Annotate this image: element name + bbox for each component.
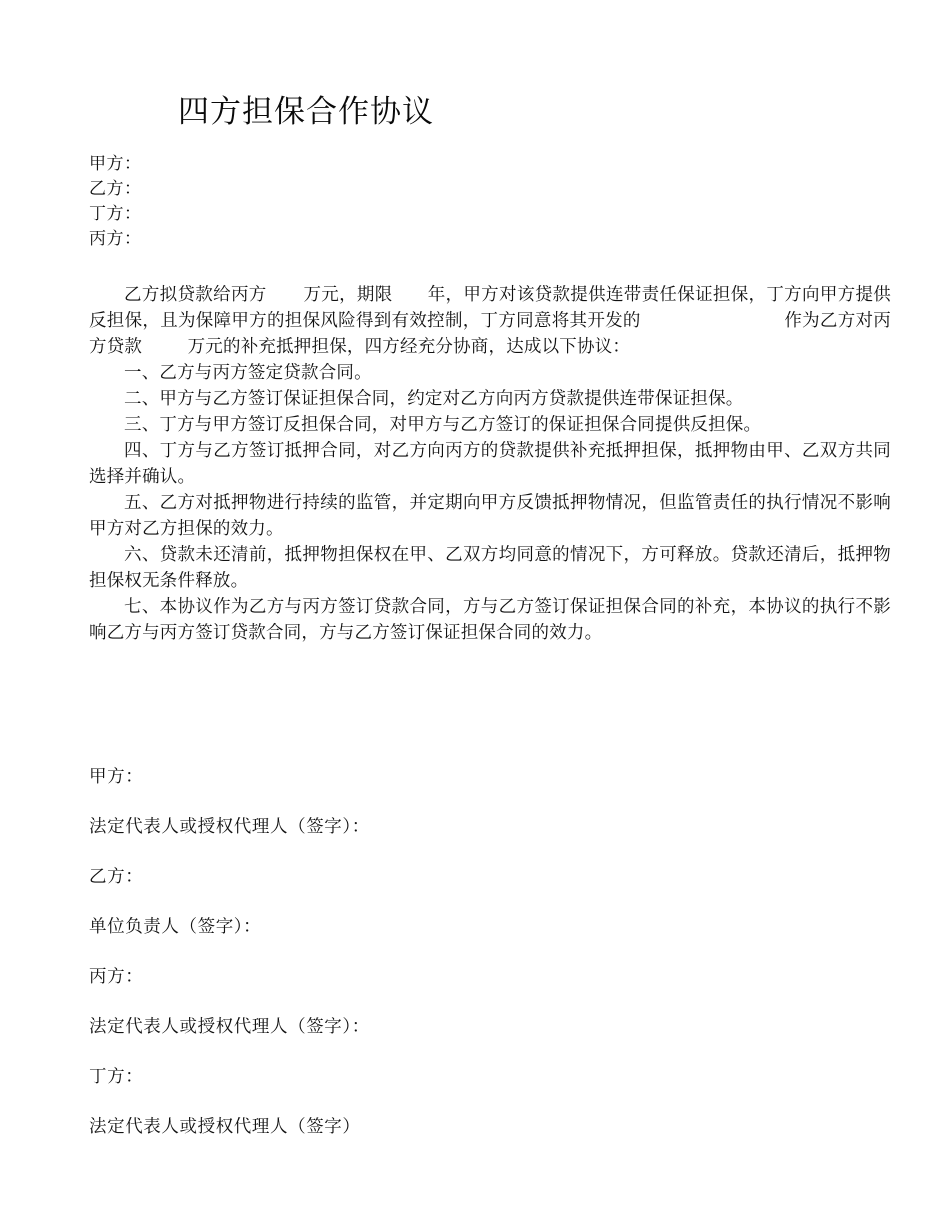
preamble-segment-5: 万元的补充抵押担保，四方经充分协商，达成以下协议： <box>187 337 631 357</box>
page-title: 四方担保合作协议 <box>178 94 434 130</box>
signature-bingfang-representative: 法定代表人或授权代理人（签字）： <box>89 1017 370 1037</box>
clause-7: 七、本协议作为乙方与丙方签订贷款合同，方与乙方签订保证担保合同的补充，本协议的执行不影响乙方与丙方签订贷款合同，方与乙方签订保证担保合同的效力。 <box>89 597 891 643</box>
preamble-segment-2: 万元，期限 <box>303 285 393 305</box>
party-header-jiafang: 甲方： <box>89 154 142 174</box>
signature-yifang-label: 乙方： <box>89 867 144 887</box>
signature-bingfang-label: 丙方： <box>89 967 144 987</box>
clause-5: 五、乙方对抵押物进行持续的监管，并定期向甲方反馈抵押物情况，但监管责任的执行情况不影响甲方对乙方担保的效力。 <box>89 493 891 539</box>
party-header-yifang: 乙方： <box>89 179 142 199</box>
preamble-segment-1: 乙方拟贷款给丙方 <box>124 285 267 305</box>
party-header-bingfang: 丙方： <box>89 229 142 249</box>
signature-jiafang-representative: 法定代表人或授权代理人（签字）： <box>89 817 370 837</box>
party-header-dingfang: 丁方： <box>89 204 142 224</box>
document-body <box>89 282 891 646</box>
party-header-list <box>89 152 389 252</box>
clause-1: 一、乙方与丙方签定贷款合同。 <box>124 363 372 383</box>
preamble-paragraph <box>89 282 891 360</box>
signature-block <box>89 752 729 1152</box>
signature-jiafang-label: 甲方： <box>89 767 144 787</box>
clause-2: 二、甲方与乙方签订保证担保合同，约定对乙方向丙方贷款提供连带保证担保。 <box>124 389 744 409</box>
clause-3: 三、丁方与甲方签订反担保合同，对甲方与乙方签订的保证担保合同提供反担保。 <box>124 415 762 435</box>
signature-dingfang-label: 丁方： <box>89 1067 144 1087</box>
preamble-segment-4: 作为乙方对丙方贷款 <box>89 311 892 357</box>
clause-6: 六、贷款未还清前，抵押物担保权在甲、乙双方均同意的情况下，方可释放。贷款还清后，抵押物担保权无条件释放。 <box>89 545 891 591</box>
signature-yifang-representative: 单位负责人（签字）： <box>89 917 262 937</box>
clause-4: 四、丁方与乙方签订抵押合同，对乙方向丙方的贷款提供补充抵押担保，抵押物由甲、乙双方共同选择并确认。 <box>89 441 891 487</box>
signature-dingfang-representative: 法定代表人或授权代理人（签字） <box>89 1117 361 1137</box>
preamble-segment-3: 年，甲方对该贷款提供连带责任保证担保，丁方向甲方提供反担保，且为保障甲方的担保风险得到有效控制，丁方同意将其开发的 <box>89 285 892 331</box>
